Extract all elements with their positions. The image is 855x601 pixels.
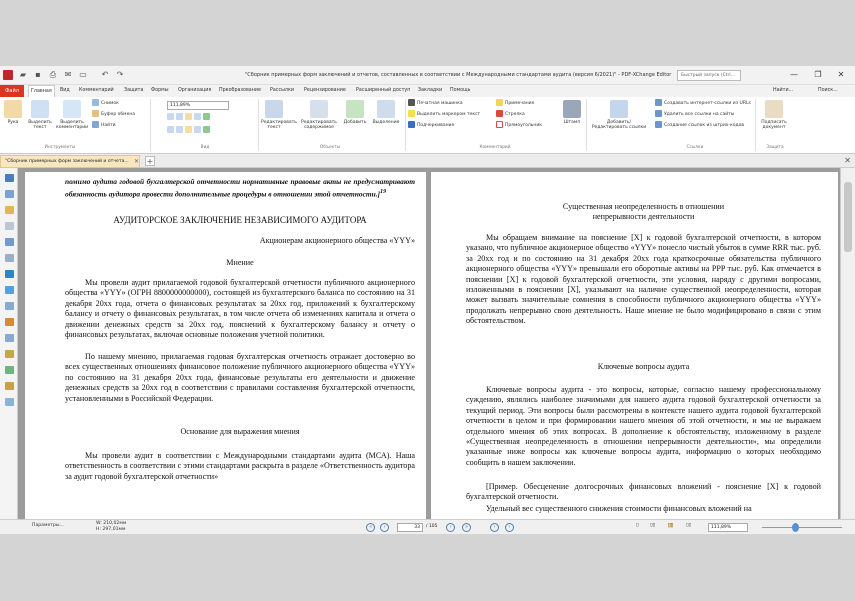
links-icon[interactable] [5, 350, 14, 358]
typewriter-button[interactable] [408, 99, 463, 108]
facing-icon[interactable]: ▯▯ [668, 523, 674, 528]
highlight-button[interactable] [408, 110, 480, 119]
group-objects-label: Объекты [319, 145, 341, 150]
page-left [25, 172, 426, 519]
selection-icon [377, 100, 395, 118]
underline-icon [408, 121, 415, 128]
back-button[interactable]: ‹ [490, 523, 499, 532]
pages-icon[interactable] [5, 254, 14, 262]
tags-icon[interactable] [5, 318, 14, 326]
clipboard-icon [92, 110, 99, 117]
continuous-icon[interactable]: ▯▯ [650, 523, 656, 528]
menu-accessibility[interactable]: Расширенный доступ [356, 88, 411, 93]
prev-page-button[interactable]: ‹ [380, 523, 389, 532]
edit-content-label: Редактировать содержимое [301, 120, 337, 130]
pointer-icon [63, 100, 81, 118]
kam-paragraph: Ключевые вопросы аудита - это вопросы, которые, согласно нашему профессиональному суждению, являлись наиболее значимыми для нашего аудита годовой бухгалтерской отчетности за текущий период. Эти вопросы были рассмотрены в контексте нашего аудита годовой бухгалтерской отчетности в целом и при формировании нашего мнения об этой отчетности, и мы не выражаем отдельного мнения об этих вопросах. В дополнение к обстоятельству, изложенному в разделе «Существенная неопределенность в отношении непрерывности деятельности», мы определили указанные ниже вопросы как ключевые вопросы аудита, информацию о которых необходимо сообщить в нашем заключении. [466, 385, 821, 467]
thumbnails-icon[interactable] [5, 366, 14, 374]
maximize-button[interactable]: ❐ [814, 70, 822, 79]
stamp-button[interactable] [560, 100, 584, 125]
note-button[interactable] [496, 99, 534, 108]
barcode-links-button[interactable] [655, 121, 744, 130]
footnote-ref: 19 [380, 189, 387, 196]
group-protect-label: Защита [766, 145, 784, 150]
find-tool-label: Найти [101, 123, 116, 128]
going-concern-heading-1: Существенная неопределенность в отношении [562, 202, 725, 211]
basis-heading: Основание для выражения мнения [180, 427, 300, 436]
text-cursor-icon [31, 100, 49, 118]
snapshot-button[interactable] [92, 99, 119, 108]
document-tab[interactable] [0, 155, 140, 168]
title-bar [0, 66, 855, 85]
selection-label: Выделение [372, 120, 400, 125]
forward-button[interactable]: › [505, 523, 514, 532]
minimize-button[interactable]: — [790, 70, 798, 79]
going-concern-paragraph: Мы обращаем внимание на пояснение [X] к годовой бухгалтерской отчетности, в котором указано, что публичное акционерное общество «YYY» понесло чистый убыток в сумме RRR тыс. руб. за 20хх год и по состоянию на 31 декабря 20хх года краткосрочные обязательства публичного акционерного общества «YYY» превышали его оборотные активы на PPP тыс. руб. Как отмечается в пояснении [X] к годовой бухгалтерской отчетности, эти условия, наряду с другими вопросами, изложенными в пояснении [X], указывают на наличие существенной неопределенности, которая может вызвать значительные сомнения в способности публичного акционерного общества «YYY» продолжать непрерывно свою деятельность. Наше мнение не было модифицировано в связи с этим обстоятельством. [466, 233, 821, 326]
select-text-button[interactable] [27, 100, 53, 130]
stamp-label: Штамп [563, 120, 581, 125]
sign-icon [765, 100, 783, 118]
menu-file[interactable]: Файл [0, 85, 24, 97]
underline-label: Подчеркивание [417, 123, 455, 128]
selection-button[interactable] [369, 100, 403, 125]
close-document-icon[interactable]: ✕ [844, 156, 851, 165]
camera-icon [92, 99, 99, 106]
new-tab-button[interactable]: + [146, 157, 154, 166]
add-button[interactable] [342, 100, 368, 125]
add-icon [346, 100, 364, 118]
web-link-icon [655, 99, 662, 106]
page-number-input[interactable]: 33 [397, 523, 423, 532]
app-logo [3, 70, 13, 80]
create-web-links-label: Создавать интернет-ссылки из URLs [664, 101, 751, 106]
menu-protect[interactable]: Защита [124, 88, 144, 93]
print-icon[interactable]: ⎙ [49, 70, 57, 79]
sign-document-button[interactable] [758, 100, 790, 130]
menu-home[interactable]: Главная [28, 85, 55, 97]
next-page-button[interactable]: › [446, 523, 455, 532]
document-tab-title: "Сборник примерных форм заключений и отчета... [5, 159, 129, 164]
opinion-heading: Мнение [226, 258, 254, 267]
underline-button[interactable] [408, 121, 454, 130]
view-tools-row1[interactable] [167, 113, 212, 122]
highlighter-icon [408, 110, 415, 117]
page-width: W: 210,02мм [96, 521, 127, 526]
vertical-scrollbar[interactable] [840, 168, 855, 519]
view-tools-row2[interactable] [167, 126, 212, 135]
page-right [431, 172, 838, 519]
fields-icon[interactable] [5, 302, 14, 310]
menu-review[interactable]: Рецензирование [304, 88, 346, 93]
pdf-editor-window [0, 66, 855, 534]
document-tab-bar [0, 154, 855, 168]
menu-comment[interactable]: Комментарий [79, 88, 114, 93]
clipboard-button[interactable] [92, 110, 135, 119]
sticky-note-icon [496, 99, 503, 106]
attachments-icon[interactable] [5, 222, 14, 230]
find-tool-button[interactable] [92, 121, 116, 130]
group-comments-label: Комментарий [479, 145, 511, 150]
highlight-label: Выделить маркером текст [417, 112, 481, 117]
status-bar [0, 519, 855, 534]
barcode-links-label: Создание ссылок из штрих-кодов [664, 123, 745, 128]
menu-convert[interactable]: Преобразование [219, 88, 261, 93]
page-total: / 105 [426, 524, 438, 529]
opinion-paragraph-2: По нашему мнению, прилагаемая годовая бухгалтерская отчетность отражает достоверно во всех существенных отношениях финансовое положение публичного акционерного общества «YYY» по состоянию на 31 декабря 20хх года, финансовые результаты его деятельности и движение денежных средств за 20хх год в соответствии с правилами составления бухгалтерской отчетности, установленными в Российской Федерации. [65, 352, 415, 403]
undo-icon[interactable]: ↶ [101, 70, 109, 79]
redo-icon[interactable]: ↷ [116, 70, 124, 79]
typewriter-icon [408, 99, 415, 106]
search-panel-icon[interactable] [5, 398, 14, 406]
zoom-slider-knob[interactable] [792, 523, 799, 532]
group-tools-label: Инструменты [44, 145, 76, 150]
signatures-icon[interactable] [5, 334, 14, 342]
select-text-label: Выделить текст [28, 120, 52, 130]
link-icon [610, 100, 628, 118]
barcode-icon [655, 121, 662, 128]
continuation-paragraph: Удельный вес существенного снижения стоимости финансовых вложений на [486, 504, 752, 513]
hand-icon [4, 100, 22, 118]
document-viewer[interactable] [18, 168, 855, 519]
rectangle-icon [496, 121, 503, 128]
save-icon[interactable]: ▪ [35, 70, 41, 79]
going-concern-heading-2: непрерывности деятельности [592, 212, 695, 221]
properties-icon[interactable] [5, 270, 14, 278]
menu-organize[interactable]: Организация [178, 88, 212, 93]
remove-web-links-label: Удалить все ссылки на сайты [664, 112, 735, 117]
snapshot-label: Снимок [101, 101, 119, 106]
stamp-icon [563, 100, 581, 118]
opinion-paragraph-1: Мы провели аудит прилагаемой годовой бухгалтерской отчетности публичного акционерного общества «YYY» (ОГРН 8800000000000), состоящей из бухгалтерского баланса по состоянию на 31 декабря 20хх года, отчета о финансовых результатах за 20хх год, приложений к бухгалтерскому балансу и отчету о финансовых результатах, в том числе отчета об изменениях капитала и отчета о движении денежных средств за 20хх год, пояснений к бухгалтерскому балансу и отчету о финансовых результатах, включая основные положения учетной политики. [65, 278, 415, 340]
basis-paragraph: Мы провели аудит в соответствии с Международными стандартами аудита (МСА). Наша ответственность в соответствии с этими стандартами раскрыта в разделе «Ответственность аудитора за аудит годовой бухгалтерской отчетности» [65, 451, 415, 481]
add-label: Добавить [343, 120, 367, 125]
clipboard-label: Буфер обмена [101, 112, 136, 117]
ribbon-separator [405, 99, 406, 151]
ribbon-separator [150, 99, 151, 151]
ribbon-separator [755, 99, 756, 151]
layers-icon[interactable] [5, 238, 14, 246]
arrow-button[interactable] [496, 110, 525, 119]
addressee: Акционерам акционерного общества «YYY» [259, 236, 415, 245]
zoom-slider[interactable] [762, 527, 842, 528]
edit-content-icon [310, 100, 328, 118]
arrow-icon [496, 110, 503, 117]
footnote-text: помимо аудита годовой бухгалтерской отчетности нормативные правовые акты не предусматривают обязанность аудитора провести дополнительные процедуры в отношении этой отчетности.] [65, 177, 415, 199]
single-page-icon[interactable]: ▯ [636, 523, 639, 528]
destinations-icon[interactable] [5, 382, 14, 390]
menu-bar [0, 85, 855, 97]
zoom-status-input[interactable]: 111,89% [708, 523, 748, 532]
remove-web-links-button[interactable] [655, 110, 734, 119]
report-heading: АУДИТОРСКОЕ ЗАКЛЮЧЕНИЕ НЕЗАВИСИМОГО АУДИТОРА [113, 215, 367, 225]
edit-text-button[interactable] [261, 100, 297, 130]
menu-help[interactable]: Помощь [450, 88, 471, 93]
pointer-icon[interactable] [5, 174, 14, 182]
create-web-links-button[interactable] [655, 99, 751, 108]
ribbon-separator [258, 99, 259, 151]
ribbon [0, 97, 855, 154]
remove-link-icon [655, 110, 662, 117]
select-comments-label: Выделить комментарии [56, 120, 89, 130]
quick-search-input[interactable]: Быстрый запуск (Ctrl... [677, 70, 741, 81]
menu-forms[interactable]: Формы [151, 88, 169, 93]
search-button[interactable]: Поиск... [818, 88, 838, 93]
edit-text-label: Редактировать текст [261, 120, 297, 130]
last-page-button[interactable]: » [462, 523, 471, 532]
window-title: "Сборник примерных форм заключений и отчетов, составленных в соответствии с Международными стандартами аудита (версия 6/2021)" - PDF-XChange Editor [245, 72, 672, 78]
bookmarks-icon[interactable] [5, 190, 14, 198]
edit-text-icon [265, 100, 283, 118]
edit-content-button[interactable] [300, 100, 338, 130]
zoom-combobox[interactable]: 111,89% [167, 101, 229, 110]
options-button[interactable]: Параметры... [32, 523, 64, 528]
menu-bookmarks[interactable]: Закладки [418, 88, 443, 93]
first-page-button[interactable]: « [366, 523, 375, 532]
content-icon[interactable] [5, 286, 14, 294]
arrow-label: Стрелка [505, 112, 525, 117]
group-links-label: Ссылки [686, 145, 704, 150]
binoculars-icon [92, 121, 99, 128]
facing-continuous-icon[interactable]: ▯▯ [686, 523, 692, 528]
example-paragraph: [Пример. Обесценение долгосрочных финансовых вложений - пояснение [X] к годовой бухгалтерской отчетности. [466, 482, 821, 502]
close-button[interactable]: ✕ [837, 70, 845, 79]
scan-icon[interactable]: ▭ [79, 70, 87, 79]
add-edit-links-button[interactable] [590, 100, 648, 130]
group-view-label: Вид [200, 145, 210, 150]
footnote-paragraph [65, 177, 415, 200]
hand-tool-label: Рука [7, 120, 19, 125]
comments-icon[interactable] [5, 206, 14, 214]
select-comments-button[interactable] [56, 100, 88, 130]
kam-heading: Ключевые вопросы аудита [597, 362, 690, 371]
add-edit-links-label: Добавить/Редактировать ссылки [591, 120, 647, 130]
note-label: Примечание [505, 101, 535, 106]
side-toolbar [0, 168, 18, 519]
menu-view[interactable]: Вид [60, 88, 70, 93]
ribbon-separator [586, 99, 587, 151]
find-button[interactable]: Найти... [773, 88, 794, 93]
mail-icon[interactable]: ✉ [64, 70, 72, 79]
menu-mailings[interactable]: Рассылки [270, 88, 294, 93]
page-height: H: 297,01мм [96, 527, 126, 532]
folder-icon[interactable]: ▰ [19, 70, 27, 79]
sign-document-label: Подписать документ [761, 120, 787, 130]
rectangle-button[interactable] [496, 121, 542, 130]
typewriter-label: Печатная машинка [417, 101, 463, 106]
close-tab-icon[interactable]: ✕ [134, 158, 140, 165]
hand-tool-button[interactable] [2, 100, 24, 125]
rectangle-label: Прямоугольник [505, 123, 542, 128]
scrollbar-thumb[interactable] [844, 182, 852, 252]
